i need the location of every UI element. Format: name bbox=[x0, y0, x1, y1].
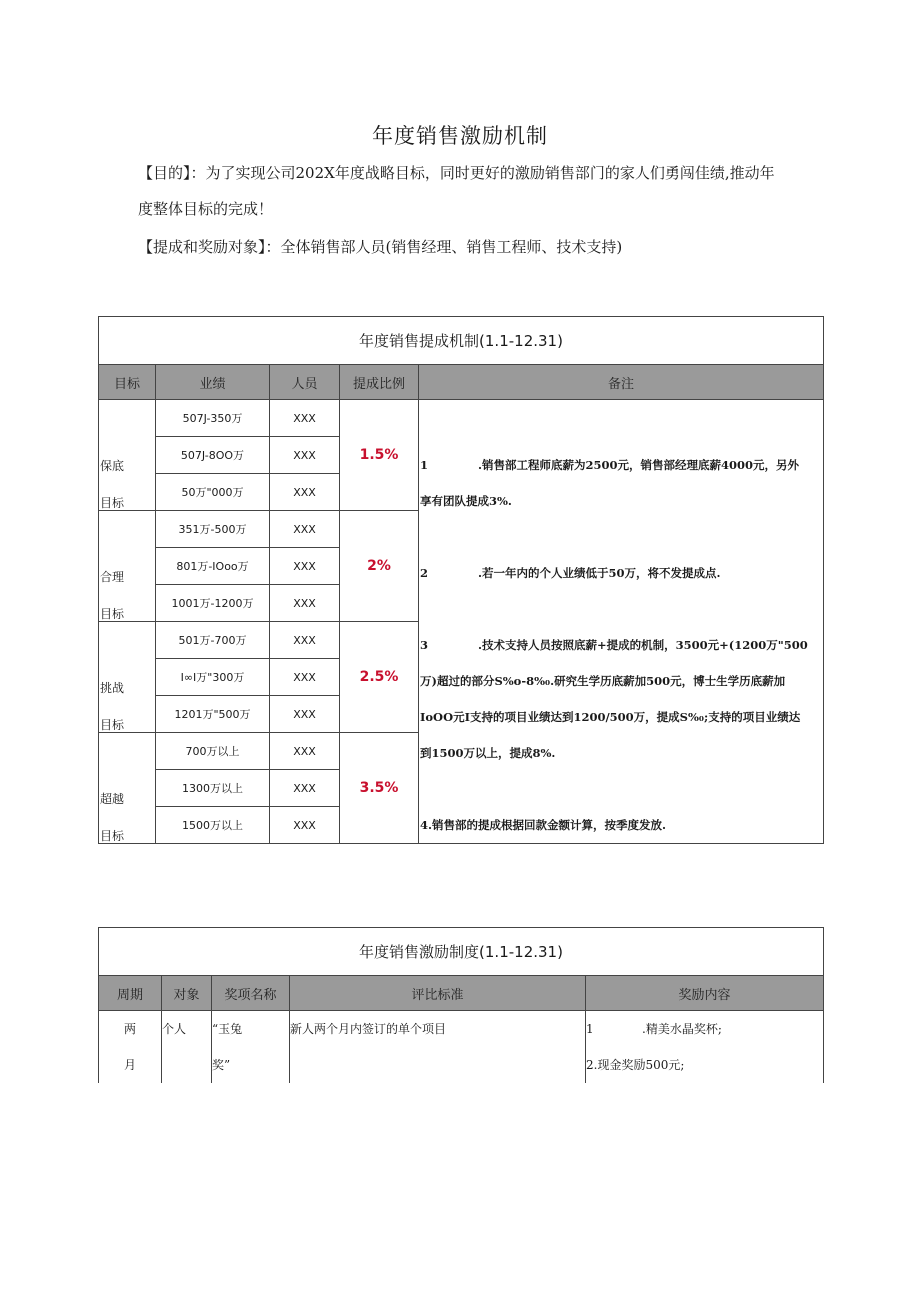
header-reward-content: 奖励内容 bbox=[586, 976, 824, 1011]
performance-range: 351万-500万 bbox=[156, 511, 270, 548]
criteria-cell: 新人两个月内签订的单个项目 bbox=[290, 1011, 586, 1084]
target-group-cell: 个人 bbox=[162, 1011, 212, 1084]
header-target: 目标 bbox=[99, 365, 156, 400]
note-3-line-d: 到1500万以上，提成8%. bbox=[420, 746, 556, 760]
purpose-label: 【目的】： bbox=[138, 164, 206, 182]
note-4: 4.销售部的提成根据回款金额计算，按季度发放. bbox=[420, 818, 667, 832]
header-rate: 提成比例 bbox=[340, 365, 419, 400]
award-name-cell: “玉兔 奖” bbox=[212, 1011, 290, 1084]
commission-rate: 2.5% bbox=[340, 622, 419, 733]
header-award-name: 奖项名称 bbox=[212, 976, 290, 1011]
purpose-text-continued: 度整体目标的完成！ bbox=[138, 200, 274, 218]
commission-table bbox=[98, 316, 824, 844]
tier-name: 合理 目标 bbox=[99, 511, 156, 622]
purpose-text: 为了实现公司202X年度战略目标，同时更好的激励销售部门的家人们勇闯佳绩,推动年 bbox=[205, 164, 775, 182]
performance-range: 1001万-1200万 bbox=[156, 585, 270, 622]
notes-cell bbox=[419, 400, 824, 844]
document-title: 年度销售激励机制 bbox=[372, 124, 548, 148]
header-performance: 业绩 bbox=[156, 365, 270, 400]
targets-text: 全体销售部人员(销售经理、销售工程师、技术支持) bbox=[280, 238, 623, 256]
header-notes: 备注 bbox=[419, 365, 824, 400]
period-cell: 两 月 bbox=[99, 1011, 162, 1084]
person-cell: XXX bbox=[270, 548, 340, 585]
note-2: 2 .若一年内的个人业绩低于50万，将不发提成点. bbox=[420, 566, 721, 580]
commission-table-title: 年度销售提成机制(1.1-12.31) bbox=[99, 317, 824, 365]
note-1-line-a: 1 .销售部工程师底薪为2500元，销售部经理底薪4000元，另外 bbox=[420, 458, 800, 472]
performance-range: 700万以上 bbox=[156, 733, 270, 770]
commission-rate: 3.5% bbox=[340, 733, 419, 844]
reward-content-cell: 1 .精美水晶奖杯; 2.现金奖励500元; bbox=[586, 1011, 824, 1084]
header-person: 人员 bbox=[270, 365, 340, 400]
performance-range: 507J-8OO万 bbox=[156, 437, 270, 474]
person-cell: XXX bbox=[270, 659, 340, 696]
note-3-line-b: 万)超过的部分S%o-8%₀.研究生学历底薪加500元，博士生学历底薪加 bbox=[420, 674, 786, 688]
person-cell: XXX bbox=[270, 585, 340, 622]
person-cell: XXX bbox=[270, 622, 340, 659]
tier-name: 超越 目标 bbox=[99, 733, 156, 844]
tier-name: 挑战 目标 bbox=[99, 622, 156, 733]
commission-rate: 1.5% bbox=[340, 400, 419, 511]
performance-range: 507J-350万 bbox=[156, 400, 270, 437]
performance-range: I∞I万"300万 bbox=[156, 659, 270, 696]
header-criteria: 评比标准 bbox=[290, 976, 586, 1011]
commission-rate: 2% bbox=[340, 511, 419, 622]
performance-range: 1201万"500万 bbox=[156, 696, 270, 733]
performance-range: 1300万以上 bbox=[156, 770, 270, 807]
note-3-line-c: IoOO元I支持的项目业绩达到1200/500万，提成S%₀;支持的项目业绩达 bbox=[420, 710, 801, 724]
performance-range: 1500万以上 bbox=[156, 807, 270, 844]
reward-table bbox=[98, 927, 824, 1083]
person-cell: XXX bbox=[270, 696, 340, 733]
targets-paragraph bbox=[138, 229, 818, 265]
person-cell: XXX bbox=[270, 437, 340, 474]
person-cell: XXX bbox=[270, 511, 340, 548]
note-3-line-a: 3 .技术支持人员按照底薪+提成的机制，3500元+(1200万"500 bbox=[420, 638, 808, 652]
performance-range: 801万-IOoo万 bbox=[156, 548, 270, 585]
reward-row bbox=[99, 1011, 824, 1084]
performance-range: 50万"000万 bbox=[156, 474, 270, 511]
tier-name: 保底 目标 bbox=[99, 400, 156, 511]
person-cell: XXX bbox=[270, 770, 340, 807]
reward-table-title: 年度销售激励制度(1.1-12.31) bbox=[99, 928, 824, 976]
person-cell: XXX bbox=[270, 400, 340, 437]
person-cell: XXX bbox=[270, 474, 340, 511]
note-1-line-b: 享有团队提成3%. bbox=[420, 494, 512, 508]
header-period: 周期 bbox=[99, 976, 162, 1011]
targets-label: 【提成和奖励对象】： bbox=[138, 238, 281, 256]
person-cell: XXX bbox=[270, 807, 340, 844]
purpose-paragraph bbox=[138, 155, 818, 227]
header-target-group: 对象 bbox=[162, 976, 212, 1011]
performance-range: 501万-700万 bbox=[156, 622, 270, 659]
person-cell: XXX bbox=[270, 733, 340, 770]
